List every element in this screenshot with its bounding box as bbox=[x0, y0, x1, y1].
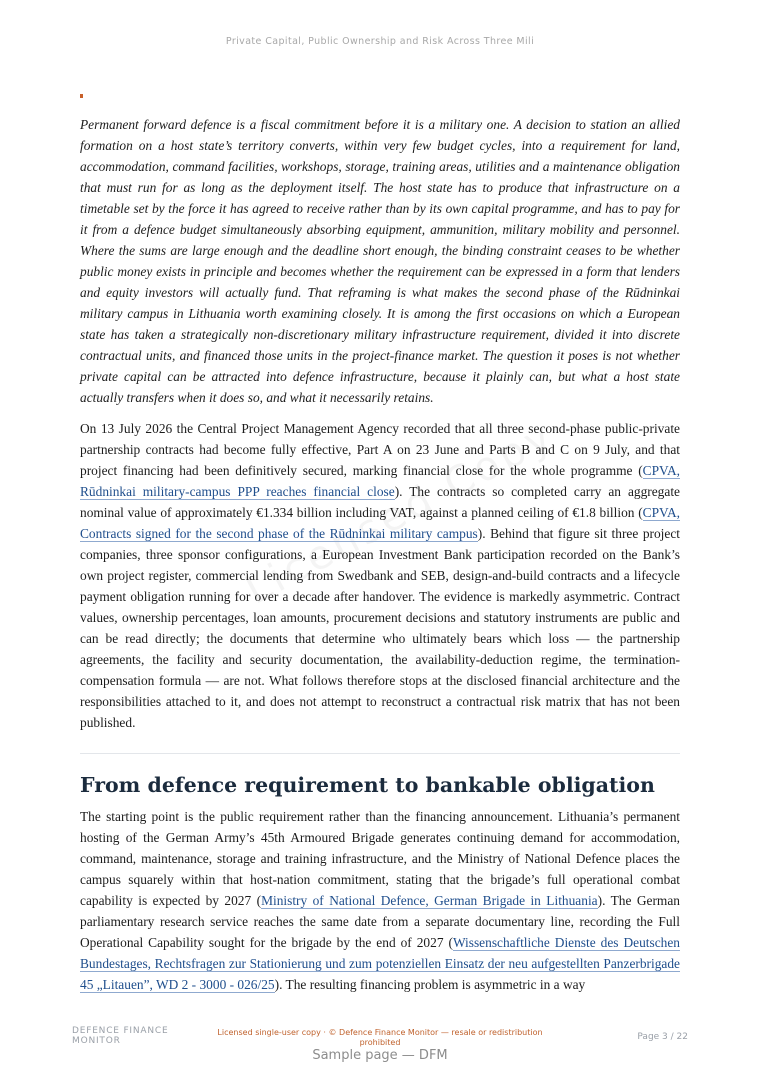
body-paragraph bbox=[80, 806, 680, 995]
footer-brand-line: MONITOR bbox=[72, 1036, 121, 1046]
citation-link-bundestag-wd[interactable]: Wissenschaftliche Dienste des Deutschen Bundestages, Rechtsfragen zur Stationierung und zum potenziellen Einsatz der neu aufgestellten Panzerbrigade 45 „Litauen”, WD 2 - 3000 - 026/25 bbox=[80, 935, 680, 992]
citation-link-cpva-contracts-signed[interactable]: CPVA, Contracts signed for the second phase of the Rūdninkai military campus bbox=[80, 505, 680, 541]
text-run: ). The German parliamentary research service reaches the same date from a separate documentary line, recording the Full Operational Capability sought for the brigade by the end of 2027 ( bbox=[80, 893, 680, 950]
section-divider bbox=[80, 753, 680, 754]
body-paragraph bbox=[80, 418, 680, 733]
sample-page-label: Sample page — DFM bbox=[312, 1048, 448, 1063]
footer-brand-line: DEFENCE FINANCE bbox=[72, 1026, 169, 1036]
footer-brand bbox=[72, 1026, 192, 1046]
text-run: ). Behind that figure sit three project companies, three sponsor configurations, a European Investment Bank participation recorded on the Bank’s own project register, commercial lending from Swedbank and SEB, design-and-build contracts and a lifecycle payment obligation running for over a decade after handover. The evidence is markedly asymmetric. Contract values, ownership percentages, loan amounts, procurement decisions and statutory instruments are public and can be read directly; the documents that determine who ultimately bears which loss — the partnership agreements, the facility and security documentation, the availability-deduction regime, the termination-compensation formula — are not. What follows therefore stops at the disclosed financial architecture and the responsibilities attached to it, and does not attempt to reconstruct a contractual risk matrix that has not been published. bbox=[80, 526, 681, 730]
citation-link-cpva-financial-close[interactable]: CPVA, Rūdninkai military-campus PPP reaches financial close bbox=[80, 463, 680, 499]
running-header: Private Capital, Public Ownership and Risk Across Three Mili bbox=[225, 36, 535, 47]
text-run: ). The contracts so completed carry an aggregate nominal value of approximately €1.334 billion including VAT, against a planned ceiling of €1.8 billion ( bbox=[80, 484, 680, 520]
lede-paragraph: Permanent forward defence is a fiscal commitment before it is a military one. A decision to station an allied formation on a host state’s territory converts, within very few budget cycles, into a requirement for land, accommodation, command facilities, workshops, storage, training areas, utilities and a maintenance obligation that must run for as long as the deployment itself. The host state has to produce that infrastructure on a timetable set by the force it has agreed to receive rather than by its own capital programme, and has to pay for it from a defence budget simultaneously absorbing equipment, ammunition, military mobility and personnel. Where the sums are large enough and the deadline short enough, the binding constraint ceases to be whether public money exists in principle and becomes whether the requirement can be expressed in a form that lenders and equity investors will actually fund. That reframing is what makes the second phase of the Rūdninkai military campus in Lithuania worth examining closely. It is among the first occasions on which a European state has taken a strategically non-discretionary military infrastructure requirement, divided it into discrete contractual units, and financed those units in the project-finance market. The question it poses is not whether private capital can be attracted into defence infrastructure, because it plainly can, but what a host state actually transfers when it does so, and what it necessarily retains. bbox=[80, 117, 680, 405]
text-run: On 13 July 2026 the Central Project Management Agency recorded that all three second-phase public-private partnership contracts had become fully effective, Part A on 23 June and Parts B and C on 9 July, and that project financing had been definitively secured, marking financial close for the whole programme ( bbox=[80, 421, 680, 478]
section-heading: From defence requirement to bankable obligation bbox=[80, 773, 655, 797]
article-body bbox=[80, 114, 680, 995]
citation-link-mod-german-brigade[interactable]: Ministry of National Defence, German Brigade in Lithuania bbox=[261, 893, 598, 908]
page-number: Page 3 / 22 bbox=[637, 1032, 688, 1042]
footer-license-notice: Licensed single-user copy · © Defence Finance Monitor — resale or redistribution prohibited bbox=[217, 1028, 543, 1047]
text-run: ). The resulting financing problem is asymmetric in a way bbox=[274, 977, 586, 992]
accent-mark bbox=[80, 94, 83, 98]
text-run: The starting point is the public requirement rather than the financing announcement. Lithuania’s permanent hosting of the German Army’s 45th Armoured Brigade generates continuing demand for accommodation, command, maintenance, storage and training infrastructure, and the Ministry of National Defence places the campus squarely within that host-nation commitment, stating that the brigade’s full operational combat capability is expected by 2027 ( bbox=[80, 809, 680, 908]
